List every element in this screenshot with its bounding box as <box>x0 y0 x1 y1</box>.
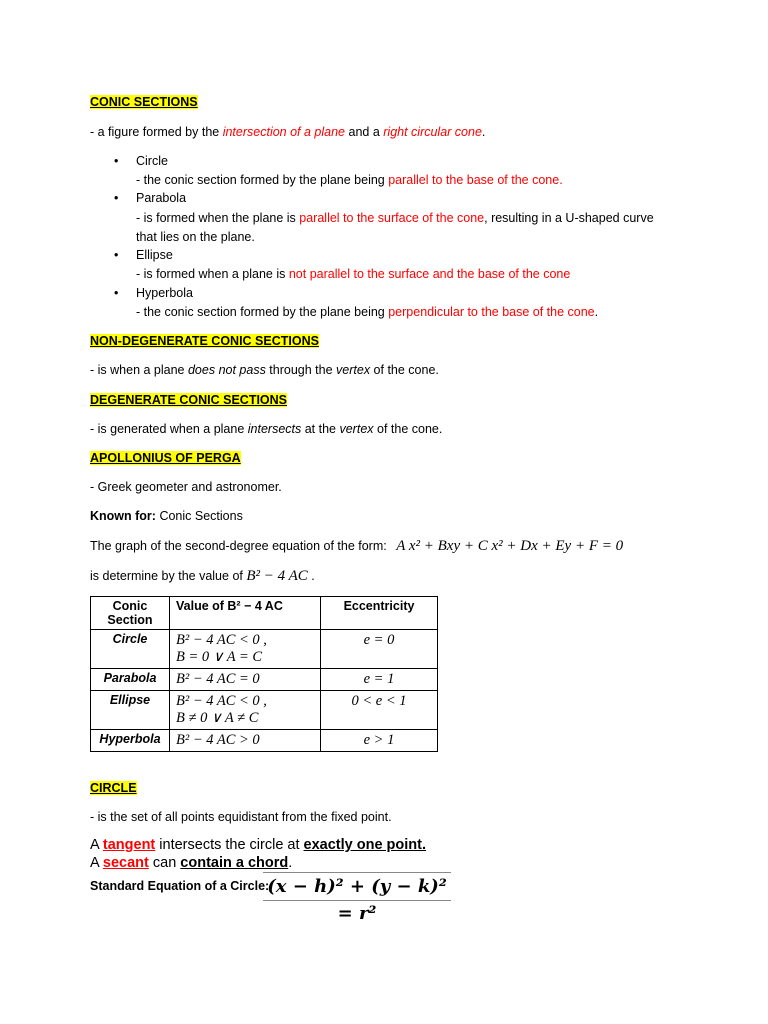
circle-def: - is the set of all points equidistant from the fixed point. <box>90 810 392 824</box>
bullet-name: Hyperbola <box>136 286 193 300</box>
table-row <box>91 669 438 691</box>
heading-non-degenerate: NON-DEGENERATE CONIC SECTIONS <box>90 334 319 348</box>
table-cell-name: Circle <box>91 630 170 669</box>
bullet-desc: - the conic section formed by the plane being perpendicular to the base of the cone. <box>136 305 599 319</box>
table-cell-ecc: e = 0 <box>321 630 438 669</box>
table-header-row <box>91 597 438 630</box>
secant-line: A secant can contain a chord. <box>90 855 293 871</box>
heading-apollonius: APOLLONIUS OF PERGA <box>90 451 241 465</box>
table-header: Conic Section <box>91 597 170 630</box>
table-cell-value: B² − 4 AC > 0 <box>170 730 321 752</box>
table-row <box>91 691 438 730</box>
table-row <box>91 630 438 669</box>
standard-equation-label: Standard Equation of a Circle: <box>90 879 270 893</box>
table-row <box>91 730 438 752</box>
bullet-dot: • <box>114 248 119 262</box>
bullet-dot: • <box>114 286 119 300</box>
heading-conic-sections: CONIC SECTIONS <box>90 95 198 109</box>
table-cell-name: Hyperbola <box>91 730 170 752</box>
table-header: Value of B² − 4 AC <box>170 597 321 630</box>
heading-degenerate: DEGENERATE CONIC SECTIONS <box>90 393 288 407</box>
definition-line: - a figure formed by the intersection of a plane and a right circular cone. <box>90 125 486 139</box>
bullet-name: Ellipse <box>136 248 173 262</box>
table-cell-ecc: e = 1 <box>321 669 438 691</box>
bullet-desc-cont: that lies on the plane. <box>136 230 255 244</box>
bullet-desc: - the conic section formed by the plane being parallel to the base of the cone. <box>136 173 563 187</box>
bullet-name: Parabola <box>136 191 187 205</box>
tangent-line: A tangent intersects the circle at exactly one point. <box>90 837 427 853</box>
determine-line: is determine by the value of B² − 4 AC . <box>90 568 315 584</box>
bullet-desc: - is formed when the plane is parallel to the surface of the cone, resulting in a U-shaped curve <box>136 211 654 225</box>
bullet-name: Circle <box>136 154 168 168</box>
table-cell-ecc: 0 < e < 1 <box>321 691 438 730</box>
non-degenerate-def: - is when a plane does not pass through the vertex of the cone. <box>90 363 439 377</box>
graph-text: The graph of the second-degree equation of the form: A x² + Bxy + C x² + Dx + Ey + F = 0 <box>90 538 624 554</box>
standard-equation: (x − h)² + (y − k)² = r² <box>263 872 451 901</box>
table-cell-value: B² − 4 AC = 0 <box>170 669 321 691</box>
bullet-dot: • <box>114 191 119 205</box>
table-header: Eccentricity <box>321 597 438 630</box>
heading-circle: CIRCLE <box>90 781 137 795</box>
known-for: Known for: Conic Sections <box>90 509 243 523</box>
bullet-desc: - is formed when a plane is not parallel to the surface and the base of the cone <box>136 267 571 281</box>
general-equation: A x² + Bxy + C x² + Dx + Ey + F = 0 <box>396 538 624 554</box>
apollonius-desc: - Greek geometer and astronomer. <box>90 480 282 494</box>
table-cell-value: B² − 4 AC < 0 , B = 0 ∨ A = C <box>170 630 321 669</box>
conic-table <box>90 596 438 752</box>
bullet-dot: • <box>114 154 119 168</box>
table-cell-ecc: e > 1 <box>321 730 438 752</box>
degenerate-def: - is generated when a plane intersects at the vertex of the cone. <box>90 422 443 436</box>
table-cell-value: B² − 4 AC < 0 , B ≠ 0 ∨ A ≠ C <box>170 691 321 730</box>
table-cell-name: Ellipse <box>91 691 170 730</box>
table-cell-name: Parabola <box>91 669 170 691</box>
